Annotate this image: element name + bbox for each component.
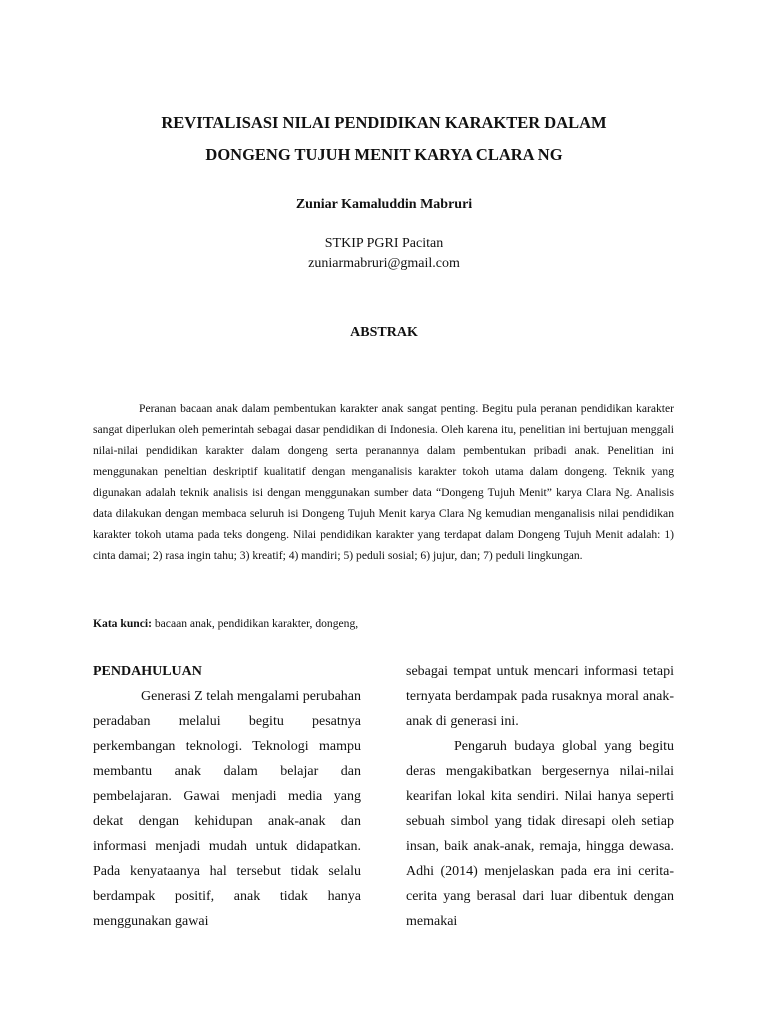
keywords-line: [93, 614, 674, 634]
body-column-right: [406, 659, 674, 934]
keywords-label: Kata kunci:: [93, 617, 152, 630]
keywords-text: bacaan anak, pendidikan karakter, dongeng,: [154, 617, 359, 630]
author-affiliation: STKIP PGRI Pacitan: [324, 236, 444, 251]
paper-title-line-2: DONGENG TUJUH MENIT KARYA CLARA NG: [205, 145, 563, 164]
author-name: Zuniar Kamaluddin Mabruri: [295, 197, 473, 212]
author-email: zuniarmabruri@gmail.com: [308, 256, 460, 271]
section-heading-pendahuluan: PENDAHULUAN: [93, 664, 202, 679]
abstract-heading: ABSTRAK: [350, 325, 418, 340]
abstract-body: Peranan bacaan anak dalam pembentukan karakter anak sangat penting. Begitu pula peranan pendidikan karakter sangat diperlukan oleh pemerintah sebagai dasar pendidikan di Indonesia. Oleh karena itu, penelitian ini bertujuan menggali nilai-nilai pendidikan karakter dalam dongeng serta peranannya dalam pembentukan pribadi anak. Penelitian ini menggunakan peneltian deskriptif kualitatif dengan menganalisis karakter tokoh utama dalam dongeng. Teknik yang digunakan adalah teknik analisis isi dengan menggunakan sumber data “Dongeng Tujuh Menit” karya Clara Ng. Analisis data dilakukan dengan membaca seluruh isi Dongeng Tujuh Menit karya Clara Ng kemudian menganalisis nilai pendidikan karakter tokoh utama pada teks dongeng. Nilai pendidikan karakter yang terdapat dalam Dongeng Tujuh Menit adalah: 1) cinta damai; 2) rasa ingin tahu; 3) kreatif; 4) mandiri; 5) peduli sosial; 6) jujur, dan; 7) peduli lingkungan.: [93, 402, 674, 562]
body-paragraph-1: Generasi Z telah mengalami perubahan peradaban melalui begitu pesatnya perkembangan teknologi. Teknologi mampu membantu anak dalam belajar dan pembelajaran. Gawai menjadi media yang dekat dengan kehidupan anak-anak dan informasi menjadi mudah untuk didapatkan. Pada kenyataanya hal tersebut tidak selalu berdampak positif, anak tidak hanya menggunakan gawai: [93, 689, 362, 929]
body-column-left: [93, 659, 361, 934]
body-paragraph-2: sebagai tempat untuk mencari informasi tetapi ternyata berdampak pada rusaknya moral anak-anak di generasi ini.: [406, 664, 674, 729]
paper-title-line-1: REVITALISASI NILAI PENDIDIKAN KARAKTER DALAM: [161, 113, 607, 132]
body-paragraph-3: Pengaruh budaya global yang begitu deras mengakibatkan bergesernya nilai-nilai kearifan lokal kita sendiri. Nilai hanya seperti sebuah simbol yang tidak diresapi oleh setiap insan, baik anak-anak, remaja, hingga dewasa. Adhi (2014) menjelaskan pada era ini cerita-cerita yang berasal dari luar dibentuk dengan memakai: [406, 739, 674, 929]
